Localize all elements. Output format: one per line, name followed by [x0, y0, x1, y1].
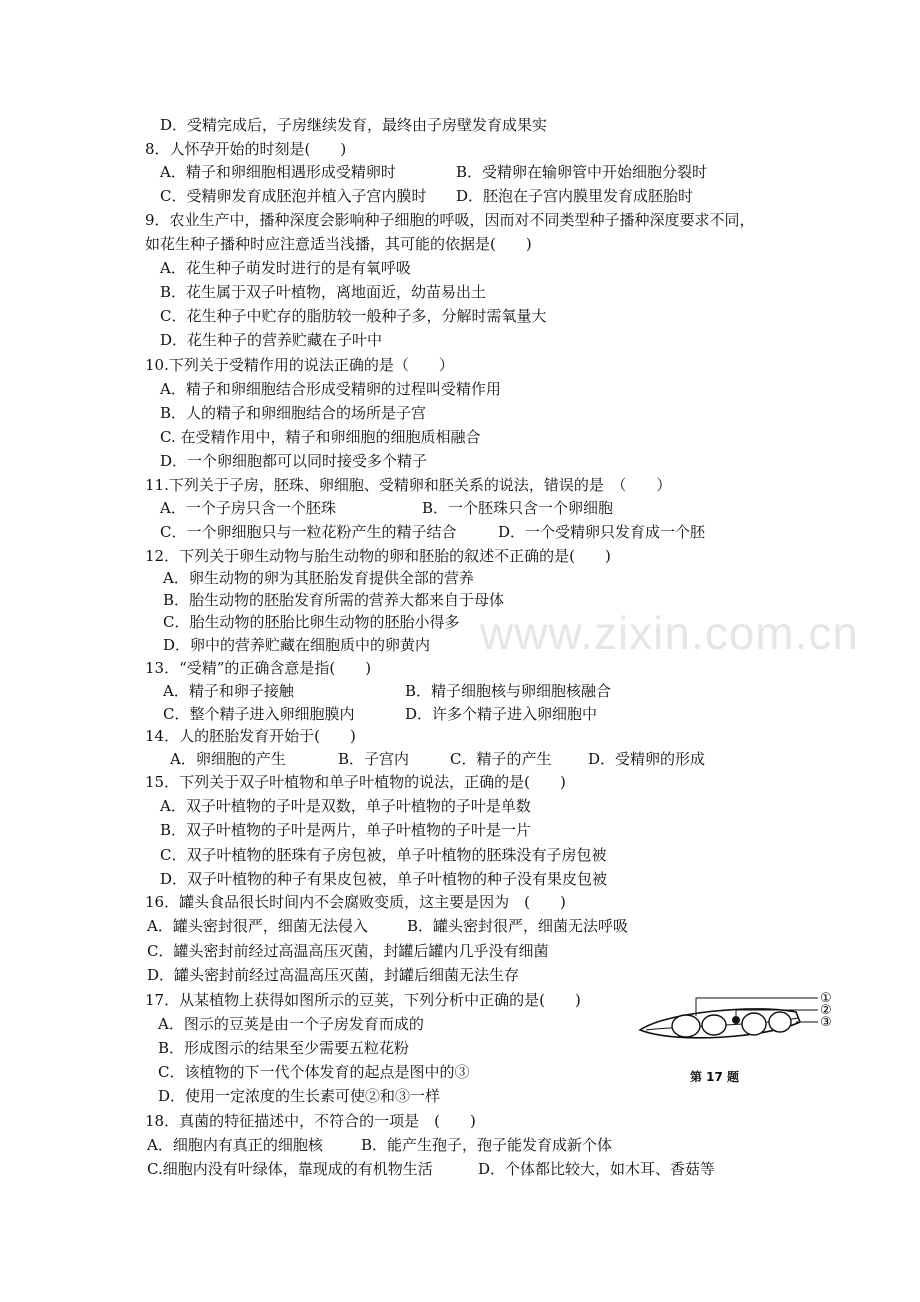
- q10-option-a: A．精子和卵细胞结合形成受精卵的过程叫受精作用: [160, 380, 501, 398]
- bean-pod-diagram: [636, 986, 836, 1066]
- q13-option-a: A．精子和卵子接触: [163, 682, 294, 700]
- q15-option-c: C．双子叶植物的胚珠有子房包被，单子叶植物的胚珠没有子房包被: [160, 846, 607, 864]
- figure-label-2: ②: [820, 1003, 832, 1018]
- q15-option-b: B．双子叶植物的子叶是两片，单子叶植物的子叶是一片: [160, 821, 532, 839]
- q18-option-b: B．能产生孢子，孢子能发育成新个体: [361, 1136, 613, 1154]
- figure-caption: 第 17 题: [690, 1070, 740, 1084]
- q11-option-b: B．一个胚珠只含一个卵细胞: [422, 499, 614, 517]
- seed-1: [672, 1015, 700, 1037]
- figure-label-1: ①: [820, 991, 832, 1006]
- q16-option-c: C．罐头密封前经过高温高压灭菌，封罐后罐内几乎没有细菌: [147, 942, 549, 960]
- q10-option-b: B．人的精子和卵细胞结合的场所是子宫: [160, 404, 427, 422]
- seed-3: [742, 1013, 766, 1035]
- q17-option-b: B．形成图示的结果至少需要五粒花粉: [158, 1039, 410, 1057]
- q14-stem: 14．人的胚胎发育开始于( ): [145, 727, 356, 745]
- q9-option-c: C．花生种子中贮存的脂肪较一般种子多，分解时需氧量大: [160, 307, 547, 325]
- q17-option-c: C．该植物的下一代个体发育的起点是图中的③: [158, 1063, 470, 1081]
- q13-option-c: C．整个精子进入卵细胞膜内: [163, 705, 355, 723]
- q15-stem: 15．下列关于双子叶植物和单子叶植物的说法，正确的是( ): [145, 773, 566, 791]
- seed-2: [702, 1015, 726, 1035]
- q17-stem: 17．从某植物上获得如图所示的豆荚，下列分析中正确的是( ): [145, 991, 581, 1009]
- q9-option-d: D．花生种子的营养贮藏在子叶中: [160, 331, 383, 349]
- q11-option-c: C．一个卵细胞只与一粒花粉产生的精子结合: [160, 523, 457, 541]
- q16-option-a: A．罐头密封很严，细菌无法侵入: [147, 917, 368, 935]
- q18-stem: 18．真菌的特征描述中，不符合的一项是 ( ): [145, 1112, 476, 1130]
- q9-option-a: A．花生种子萌发时进行的是有氧呼吸: [160, 259, 411, 277]
- q16-stem: 16．罐头食品很长时间内不会腐败变质，这主要是因为 ( ): [145, 893, 566, 911]
- q12-option-c: C．胎生动物的胚胎比卵生动物的胚胎小得多: [163, 613, 460, 631]
- seed-4: [769, 1012, 791, 1032]
- q11-stem: 11.下列关于子房，胚珠、卵细胞、受精卵和胚关系的说法，错误的是 （ ）: [145, 476, 672, 494]
- q7-option-d: D．受精完成后，子房继续发育，最终由子房壁发育成果实: [160, 116, 548, 134]
- q15-option-d: D．双子叶植物的种子有果皮包被，单子叶植物的种子没有果皮包被: [160, 870, 608, 888]
- figure-label-3: ③: [820, 1015, 832, 1030]
- q14-option-b: B．子宫内: [338, 750, 410, 768]
- q11-option-d: D．一个受精卵只发育成一个胚: [498, 523, 706, 541]
- q9-stem-line-2: 如花生种子播种时应注意适当浅播，其可能的依据是( ): [145, 235, 532, 253]
- q12-stem: 12．下列关于卵生动物与胎生动物的卵和胚胎的叙述不正确的是( ): [145, 547, 611, 565]
- q10-stem: 10.下列关于受精作用的说法正确的是（ ）: [145, 356, 454, 374]
- q9-stem-line-1: 9．农业生产中，播种深度会影响种子细胞的呼吸，因而对不同类型种子播种深度要求不同，: [145, 211, 755, 229]
- q12-option-b: B．胎生动物的胚胎发育所需的营养大都来自于母体: [163, 591, 505, 609]
- q13-stem: 13．“受精”的正确含意是指( ): [145, 659, 372, 677]
- q9-option-b: B．花生属于双子叶植物，离地面近，幼苗易出土: [160, 283, 487, 301]
- q8-option-a: A．精子和卵细胞相遇形成受精卵时: [160, 163, 396, 181]
- q10-option-d: D．一个卵细胞都可以同时接受多个精子: [160, 452, 428, 470]
- q18-option-a: A．细胞内有真正的细胞核: [147, 1136, 323, 1154]
- q8-stem: 8．人怀孕开始的时刻是( ): [145, 140, 347, 158]
- q16-option-b: B．罐头密封很严，细菌无法呼吸: [407, 917, 629, 935]
- q12-option-d: D．卵中的营养贮藏在细胞质中的卵黄内: [163, 636, 431, 654]
- watermark: www.zixin.com.cn: [480, 607, 859, 659]
- q13-option-b: B．精子细胞核与卵细胞核融合: [405, 682, 612, 700]
- q12-option-a: A．卵生动物的卵为其胚胎发育提供全部的营养: [163, 569, 474, 587]
- q18-option-d: D．个体都比较大，如木耳、香菇等: [478, 1160, 716, 1178]
- q14-option-c: C．精子的产生: [450, 750, 552, 768]
- q16-option-d: D．罐头密封前经过高温高压灭菌，封罐后细菌无法生存: [147, 966, 520, 984]
- q10-option-c: C. 在受精作用中，精子和卵细胞的细胞质相融合: [160, 428, 481, 446]
- q14-option-d: D．受精卵的形成: [588, 750, 706, 768]
- q8-option-c: C．受精卵发育成胚泡并植入子宫内膜时: [160, 187, 427, 205]
- q15-option-a: A．双子叶植物的子叶是双数，单子叶植物的子叶是单数: [160, 797, 531, 815]
- q13-option-d: D．许多个精子进入卵细胞中: [405, 705, 598, 723]
- q14-option-a: A．卵细胞的产生: [170, 750, 286, 768]
- q8-option-d: D．胚泡在子宫内膜里发育成胚胎时: [456, 187, 694, 205]
- q17-option-a: A．图示的豆荚是由一个子房发育而成的: [158, 1015, 424, 1033]
- q8-option-b: B．受精卵在输卵管中开始细胞分裂时: [456, 163, 708, 181]
- q11-option-a: A．一个子房只含一个胚珠: [160, 499, 336, 517]
- q18-option-c: C.细胞内没有叶绿体，靠现成的有机物生活: [147, 1160, 433, 1178]
- aborted-ovule: [732, 1016, 740, 1024]
- q17-option-d: D．使用一定浓度的生长素可使②和③一样: [158, 1087, 441, 1105]
